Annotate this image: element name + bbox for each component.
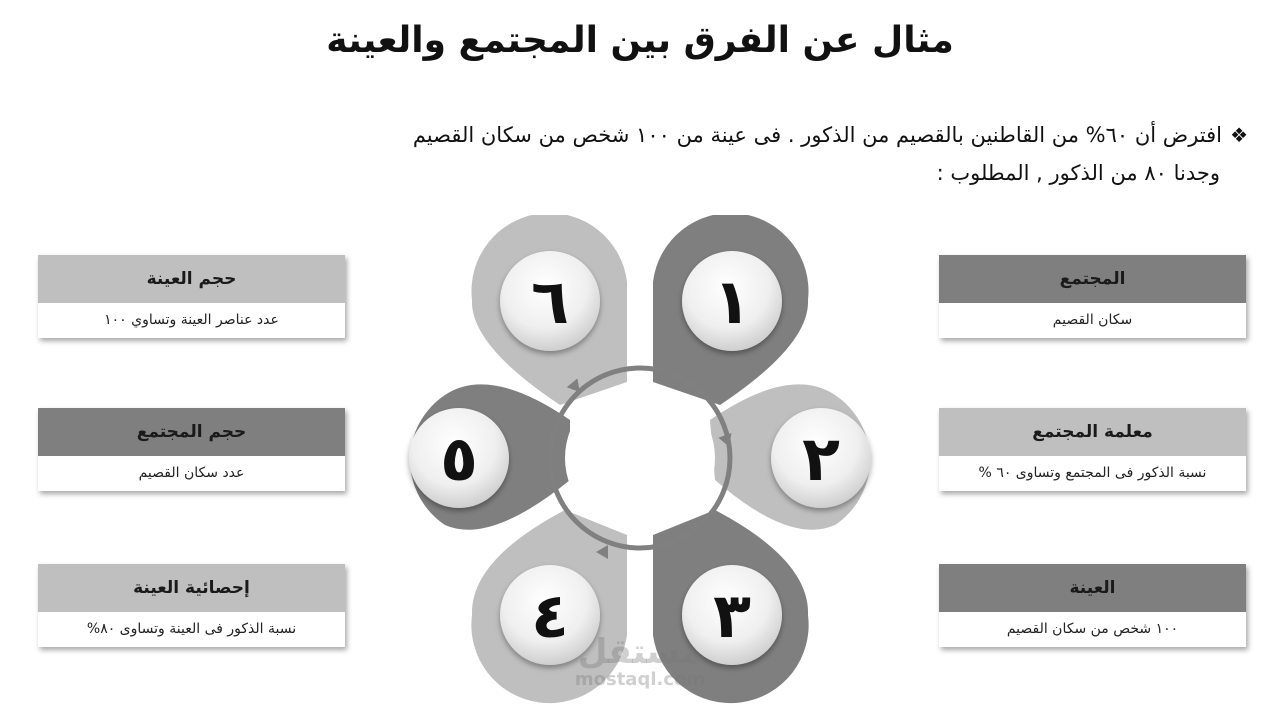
info-box-text: عدد سكان القصيم <box>38 456 345 491</box>
step-1-number: ١ <box>713 265 751 338</box>
step-5-number: ٥ <box>440 422 478 495</box>
info-box-heading: حجم العينة <box>38 255 345 303</box>
step-6-number: ٦ <box>531 265 569 338</box>
watermark-arabic: مستقل <box>577 632 703 672</box>
info-box-text: نسبة الذكور فى المجتمع وتساوى ٦٠ % <box>939 456 1246 491</box>
info-box-heading: العينة <box>939 564 1246 612</box>
intro-line-1 <box>248 116 1248 154</box>
step-6-ball <box>500 251 600 351</box>
info-box-heading: معلمة المجتمع <box>939 408 1246 456</box>
step-4-number: ٤ <box>531 579 569 652</box>
diamond-bullet-icon: ❖ <box>1230 123 1248 147</box>
info-box-population-size <box>38 408 345 491</box>
info-box-text: عدد عناصر العينة وتساوي ١٠٠ <box>38 303 345 338</box>
step-1-ball <box>682 251 782 351</box>
intro-line-1-text: افترض أن ٦٠% من القاطنين بالقصيم من الذكور . فى عينة من ١٠٠ شخص من سكان القصيم <box>412 123 1222 147</box>
info-box-population <box>939 255 1246 338</box>
info-box-heading: المجتمع <box>939 255 1246 303</box>
page-title: مثال عن الفرق بين المجتمع والعينة <box>326 20 954 61</box>
info-box-sample-statistic <box>38 564 345 647</box>
info-box-text: نسبة الذكور فى العينة وتساوى ٨٠% <box>38 612 345 647</box>
center-disc <box>565 383 715 533</box>
step-3-number: ٣ <box>713 579 751 652</box>
info-box-population-parameter <box>939 408 1246 491</box>
info-box-sample-size <box>38 255 345 338</box>
watermark-latin: mostaql.com <box>574 669 706 690</box>
info-box-text: ١٠٠ شخص من سكان القصيم <box>939 612 1246 647</box>
step-5-ball <box>409 408 509 508</box>
info-box-sample <box>939 564 1246 647</box>
step-2-ball <box>771 408 871 508</box>
info-box-heading: حجم المجتمع <box>38 408 345 456</box>
intro-line-2: وجدنا ٨٠ من الذكور , المطلوب : <box>936 161 1220 185</box>
intro-text <box>248 116 1248 192</box>
watermark <box>560 634 720 690</box>
info-box-text: سكان القصيم <box>939 303 1246 338</box>
step-2-number: ٢ <box>802 422 840 495</box>
info-box-heading: إحصائية العينة <box>38 564 345 612</box>
